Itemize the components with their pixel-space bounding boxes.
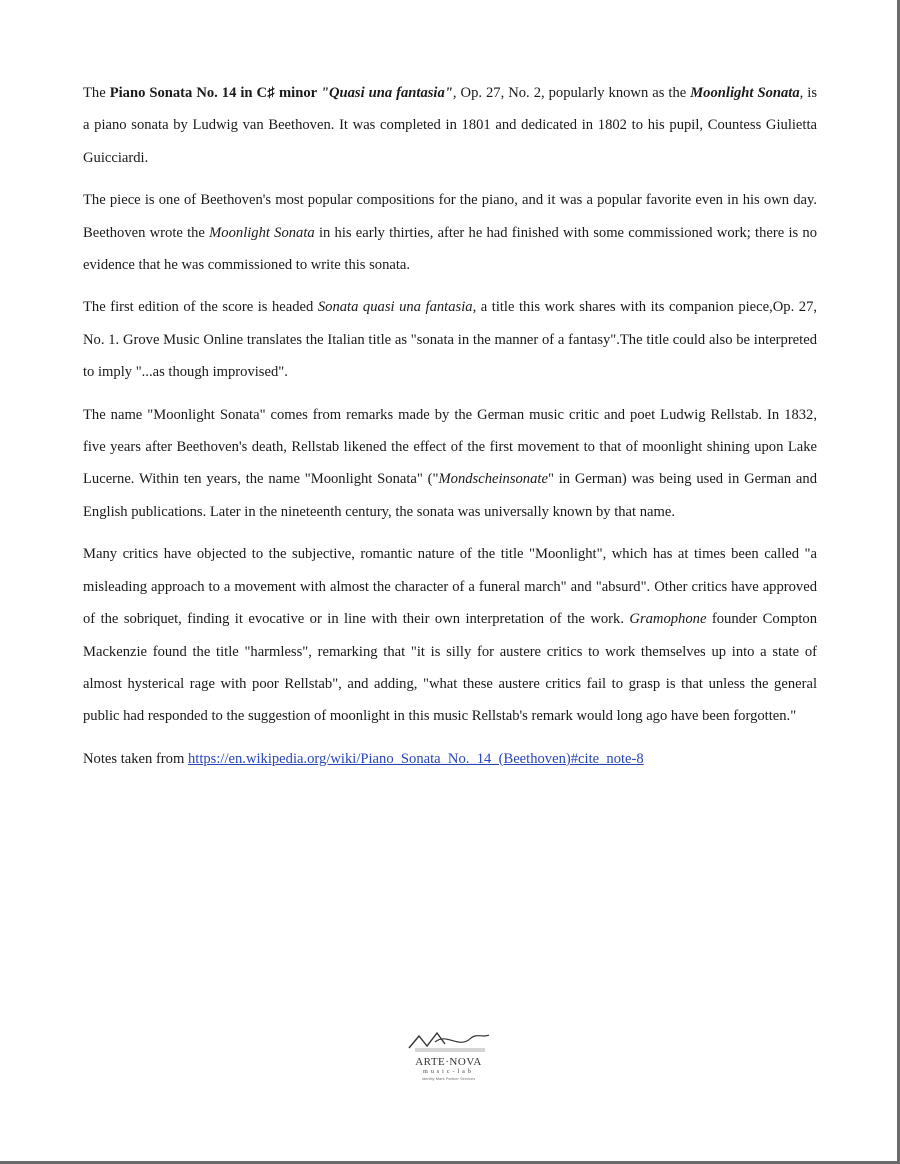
paragraph-intro [83, 77, 817, 174]
bold-italic-popular-name: Moonlight Sonata [690, 85, 800, 101]
paragraph-first-edition [83, 291, 817, 388]
bold-italic-subtitle: "Quasi una fantasia" [320, 85, 453, 101]
text-run: The first edition of the score is headed [83, 299, 318, 316]
text-run: in his early thirties, after he had finished with some commissioned work; there is no evidence that he was commissioned to write this sonata. [83, 224, 817, 274]
paragraph-name-origin [83, 399, 817, 529]
notes-label: Notes taken from [83, 750, 188, 767]
text-run: , Op. 27, No. 2, popularly known as the [452, 85, 691, 101]
logo-subtitle: music-lab [423, 1069, 474, 1075]
paragraph-notes [83, 743, 817, 775]
logo-brand: ARTE·NOVA [415, 1056, 482, 1068]
italic-magazine: Gramophone [629, 611, 707, 628]
text-run: founder Compton Mackenzie found the title "harmless", remarking that "it is silly for austere critics to work themselves up into a state of almost hysterical rage with poor Rellstab", and adding, "what these austere critics fail to grasp is that unless the general public had responded to the suggestion of moonlight in this music Rellstab's remark would long ago have been forgotten." [83, 611, 818, 725]
text-run: The piece is one of Beethoven's most popular compositions for the piano, and it was a popular favorite even in his own day. Beethoven wrote the [83, 192, 817, 241]
text-run: , is a piano sonata by Ludwig van Beethoven. It was completed in 1801 and dedicated in 1802 to his pupil, Countess Giulietta Guicciardi. [83, 85, 818, 166]
text-run: , a title this work shares with its companion piece,Op. 27, No. 1. Grove Music Online translates the Italian title as "sonata in the manner of a fantasy".The title could also be interpreted to imply "...as though improvised". [83, 299, 818, 381]
italic-title: Sonata quasi una fantasia [317, 299, 473, 316]
music-wave-icon [407, 1030, 491, 1052]
paragraph-popularity [83, 184, 817, 281]
bold-title: Piano Sonata No. 14 in C♯ minor [109, 85, 321, 101]
logo-tagline: Identity Mark Partner Services [421, 1076, 476, 1081]
text-run: Many critics have objected to the subjective, romantic nature of the title "Moonlight", which has at times been called "a misleading approach to a movement with almost the character of a funeral march" and "absurd". Other critics have approved of the sobriquet, finding it evocative or in line with their own interpretation of the work. [83, 546, 817, 628]
source-link[interactable]: https://en.wikipedia.org/wiki/Piano_Sonata_No._14_(Beethoven)#cite_note-8 [187, 750, 644, 767]
text-run: " in German) was being used in German and English publications. Later in the nineteenth century, the sonata was universally known by that name. [83, 471, 817, 520]
italic-title: Moonlight Sonata [209, 224, 315, 241]
text-run: The name "Moonlight Sonata" comes from remarks made by the German music critic and poet Ludwig Rellstab. In 1832, five years after Beethoven's death, Rellstab likened the effect of the first movement to that of moonlight shining upon Lake Lucerne. Within ten years, the name "Moonlight Sonata" (" [83, 406, 817, 488]
document-body [83, 77, 817, 785]
italic-german-name: Mondscheinsonate [438, 471, 548, 488]
publisher-logo [0, 1030, 897, 1082]
paragraph-critics [83, 538, 817, 732]
text-run: The [83, 85, 110, 101]
